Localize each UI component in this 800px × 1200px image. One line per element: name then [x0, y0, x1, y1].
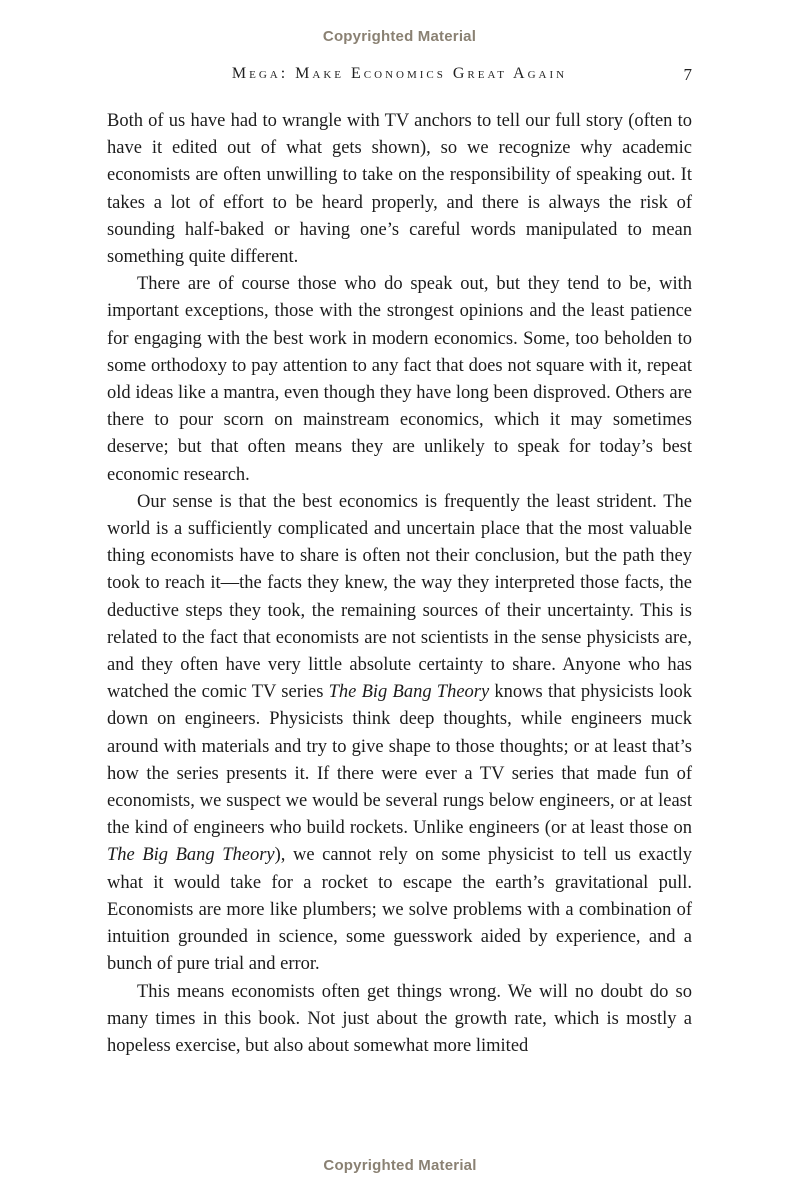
italic-text-run: The Big Bang Theory — [328, 682, 490, 703]
text-run: ), we cannot rely on some physicist to tell us exactly what it would take for a rocket to escape the earth’s gravitational pull. Economists are more like plumbers; we solve problems with a combination of intuition grounded in science, some guesswork aided by experience, and a bunch of pure trial and error. — [107, 845, 692, 975]
text-run: This means economists often get things wrong. We will no doubt do so many times in this book. Not just about the growth rate, which is mostly a hopeless exercise, but also about somewhat more limited — [107, 981, 692, 1056]
running-header — [107, 65, 692, 83]
italic-text-run: The Big Bang Theory — [107, 845, 275, 866]
chapter-title: Mega: Make Economics Great Again — [231, 65, 568, 82]
page-number: 7 — [683, 65, 692, 84]
paragraph — [107, 979, 692, 1061]
body-text — [107, 108, 692, 1060]
text-run: Both of us have had to wrangle with TV anchors to tell our full story (often to have it edited out of what gets shown), so we recognize why academic economists are often unwilling to take on the responsibility of speaking out. It takes a lot of effort to be heard properly, and there is always the risk of sounding half-baked or having one’s careful words manipulated to mean something quite different. — [107, 111, 692, 268]
copyright-notice-top: Copyrighted Material — [322, 28, 477, 45]
copyright-notice-bottom: Copyrighted Material — [323, 1157, 477, 1174]
text-run: Our sense is that the best economics is frequently the least strident. The world is a sufficiently complicated and uncertain place that the most valuable thing economists have to share is often not their conclusion, but the path they took to reach it—the facts they knew, the way they interpreted those facts, the deductive steps they took, the remaining sources of their uncertainty. This is related to the fact that economists are not scientists in the sense physicists are, and they often have very little absolute certainty to share. Anyone who has watched the comic TV series — [107, 491, 692, 703]
paragraph — [107, 271, 692, 489]
text-run: knows that physicists look down on engineers. Physicists think deep thoughts, while engineers muck around with materials and try to give shape to those thoughts; or at least that’s how the series presents it. If there were ever a TV series that made fun of economists, we suspect we would be several rungs below engineers, or at least the kind of engineers who build rockets. Unlike engineers (or at least those on — [107, 682, 692, 839]
paragraph — [107, 108, 692, 271]
text-run: There are of course those who do speak out, but they tend to be, with important exceptions, those with the strongest opinions and the least patience for engaging with the best work in modern economics. Some, too beholden to some orthodoxy to pay attention to any fact that does not square with it, repeat old ideas like a mantra, even though they have long been disproved. Others are there to pour scorn on mainstream economics, which it may sometimes deserve; but that often means they are unlikely to speak for today’s best economic research. — [107, 274, 692, 485]
paragraph — [107, 489, 692, 979]
